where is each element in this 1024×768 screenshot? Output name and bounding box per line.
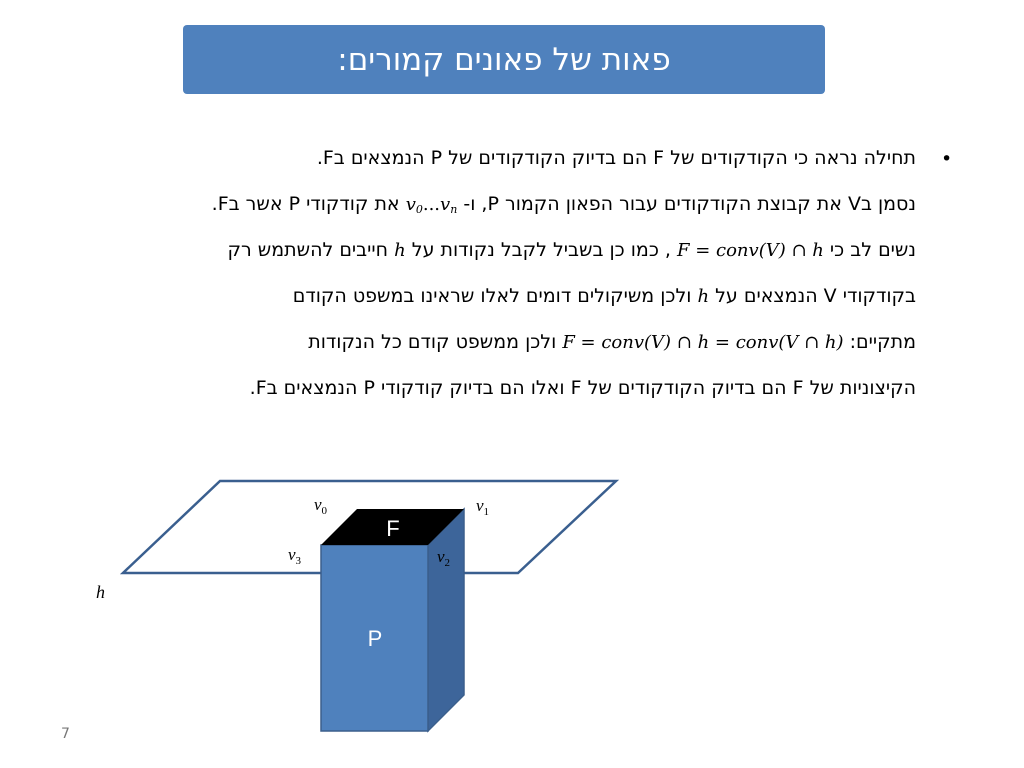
formula-face-conv: F = conv(V) ∩ h: [677, 240, 824, 261]
line-5-start: מתקיים:: [849, 331, 916, 353]
prism-label: P: [367, 626, 383, 651]
line-2-start: נסמן בV את קבוצת הקודקודים עבור הפאון הקמור P, ו-: [463, 193, 916, 215]
vertex-label-v0: $v_0$: [314, 495, 328, 517]
vertex-label-v1: $v_1$: [476, 496, 490, 518]
line-3-end: חייבים להשתמש רק: [227, 239, 389, 261]
line-2-end: את קודקודי P אשר בF.: [211, 193, 400, 215]
vertex-range-formula: $v_0...v_n$: [405, 194, 458, 216]
math-h-2: h: [697, 286, 710, 307]
slide-number: 7: [61, 726, 70, 742]
line-1-text: תחילה נראה כי הקודקודים של F הם בדיוק הקודקודים של P הנמצאים בF.: [316, 147, 916, 169]
vertex-label-v2: $v_2$: [437, 547, 451, 569]
line-4-end: ולכן משיקולים דומים לאלו שראינו במשפט הקודם: [292, 285, 692, 307]
prism-side-face: [428, 509, 464, 731]
line-5-end: ולכן ממשפט קודם כל הנקודות: [308, 331, 557, 353]
formula-face-conv-equality: F = conv(V) ∩ h = conv(V ∩ h): [562, 332, 844, 353]
bullet-marker: •: [941, 148, 953, 170]
line-3-start: נשים לב כי: [829, 239, 916, 261]
plane-label: h: [96, 582, 105, 602]
math-h: h: [394, 240, 406, 261]
line-4-start: בקודקודי V הנמצאים על: [715, 285, 916, 307]
line-3-middle: , כמו כן בשביל לקבל נקודות על: [411, 239, 671, 261]
vertex-label-v3: $v_3$: [288, 545, 302, 567]
face-label: F: [386, 516, 400, 541]
slide-title: פאות של פאונים קמורים:: [337, 41, 671, 78]
line-6-text: הקיצוניות של F הם בדיוק הקודקודים של F ואלו הם בדיוק קודקודי P הנמצאים בF.: [249, 377, 916, 399]
